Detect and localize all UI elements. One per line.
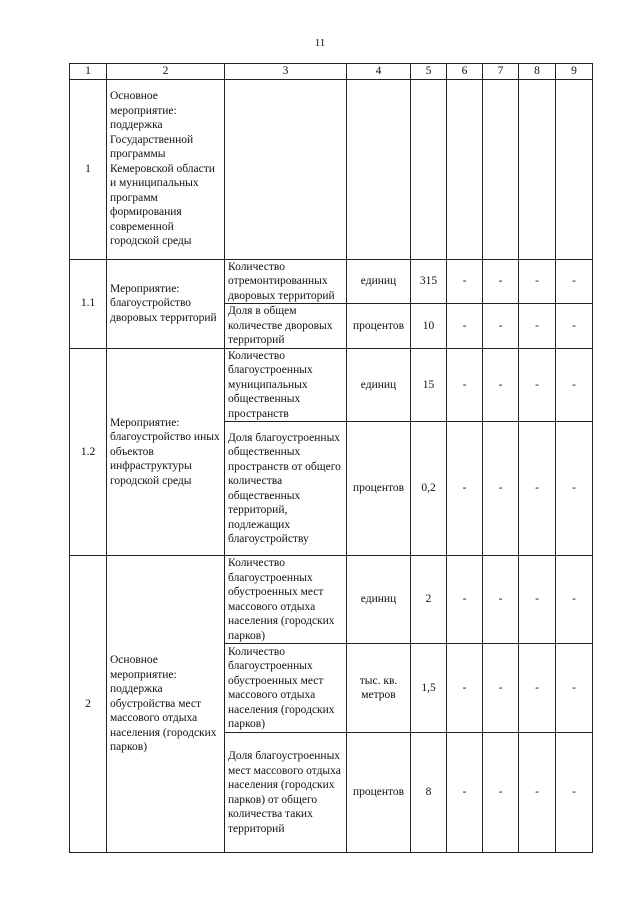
- value-cell: -: [447, 259, 483, 304]
- indicator-value: 15: [411, 348, 447, 422]
- indicator-value: 10: [411, 304, 447, 349]
- empty-cell: [483, 79, 519, 259]
- indicator-unit: процентов: [347, 733, 411, 853]
- value-cell: -: [447, 556, 483, 644]
- indicator-value: 2: [411, 556, 447, 644]
- value-cell: -: [447, 422, 483, 556]
- value-cell: -: [519, 733, 556, 853]
- value-cell: -: [556, 304, 593, 349]
- indicator-unit: тыс. кв. метров: [347, 644, 411, 733]
- table-row: [70, 556, 593, 644]
- indicator-unit: единиц: [347, 259, 411, 304]
- indicator-name: Количество благоустроенных обустроенных мест массового отдыха населения (городских парков): [225, 644, 347, 733]
- value-cell: -: [447, 644, 483, 733]
- indicator-value: 8: [411, 733, 447, 853]
- header-cell: 1: [70, 64, 107, 80]
- header-cell: 9: [556, 64, 593, 80]
- value-cell: -: [483, 733, 519, 853]
- value-cell: -: [483, 422, 519, 556]
- header-cell: 7: [483, 64, 519, 80]
- table-row: [70, 79, 593, 259]
- indicator-name: Доля благоустроенных мест массового отдыха населения (городских парков) от общего количества таких территорий: [225, 733, 347, 853]
- row-number: 1: [70, 79, 107, 259]
- header-cell: 5: [411, 64, 447, 80]
- page-number: 11: [314, 37, 326, 49]
- value-cell: -: [556, 556, 593, 644]
- value-cell: -: [519, 556, 556, 644]
- indicator-name: Доля благоустроенных общественных пространств от общего количества общественных территорий, подлежащих благоустройству: [225, 422, 347, 556]
- indicator-unit: единиц: [347, 556, 411, 644]
- header-cell: 6: [447, 64, 483, 80]
- table-row: [70, 259, 593, 304]
- value-cell: -: [556, 733, 593, 853]
- header-row: [70, 64, 593, 80]
- empty-cell: [556, 79, 593, 259]
- event-name: Мероприятие: благоустройство иных объектов инфраструктуры городской среды: [107, 348, 225, 556]
- header-cell: 3: [225, 64, 347, 80]
- indicator-value: 0,2: [411, 422, 447, 556]
- event-name: Основное мероприятие: поддержка обустройства мест массового отдыха населения (городских парков): [107, 556, 225, 853]
- value-cell: -: [556, 422, 593, 556]
- header-cell: 8: [519, 64, 556, 80]
- indicator-value: 1,5: [411, 644, 447, 733]
- empty-cell: [347, 79, 411, 259]
- value-cell: -: [483, 304, 519, 349]
- value-cell: -: [483, 556, 519, 644]
- value-cell: -: [447, 348, 483, 422]
- indicator-unit: процентов: [347, 304, 411, 349]
- empty-cell: [225, 79, 347, 259]
- value-cell: -: [519, 644, 556, 733]
- indicator-name: Количество благоустроенных муниципальных общественных пространств: [225, 348, 347, 422]
- empty-cell: [519, 79, 556, 259]
- value-cell: -: [447, 733, 483, 853]
- value-cell: -: [519, 304, 556, 349]
- value-cell: -: [519, 259, 556, 304]
- value-cell: -: [519, 422, 556, 556]
- row-number: 1.2: [70, 348, 107, 556]
- table-row: [70, 348, 593, 422]
- indicator-name: Количество отремонтированных дворовых территорий: [225, 259, 347, 304]
- row-number: 2: [70, 556, 107, 853]
- indicators-table: [69, 63, 593, 853]
- empty-cell: [447, 79, 483, 259]
- indicator-unit: единиц: [347, 348, 411, 422]
- header-cell: 4: [347, 64, 411, 80]
- value-cell: -: [519, 348, 556, 422]
- value-cell: -: [556, 259, 593, 304]
- value-cell: -: [483, 348, 519, 422]
- value-cell: -: [556, 644, 593, 733]
- empty-cell: [411, 79, 447, 259]
- value-cell: -: [483, 259, 519, 304]
- value-cell: -: [483, 644, 519, 733]
- value-cell: -: [447, 304, 483, 349]
- header-cell: 2: [107, 64, 225, 80]
- value-cell: -: [556, 348, 593, 422]
- indicator-unit: процентов: [347, 422, 411, 556]
- indicator-name: Доля в общем количестве дворовых территорий: [225, 304, 347, 349]
- indicator-name: Количество благоустроенных обустроенных мест массового отдыха населения (городских парков): [225, 556, 347, 644]
- event-name: Мероприятие: благоустройство дворовых территорий: [107, 259, 225, 348]
- indicator-value: 315: [411, 259, 447, 304]
- row-number: 1.1: [70, 259, 107, 348]
- event-name: Основное мероприятие: поддержка Государственной программы Кемеровской области и муниципальных программ формирования современной городской среды: [107, 79, 225, 259]
